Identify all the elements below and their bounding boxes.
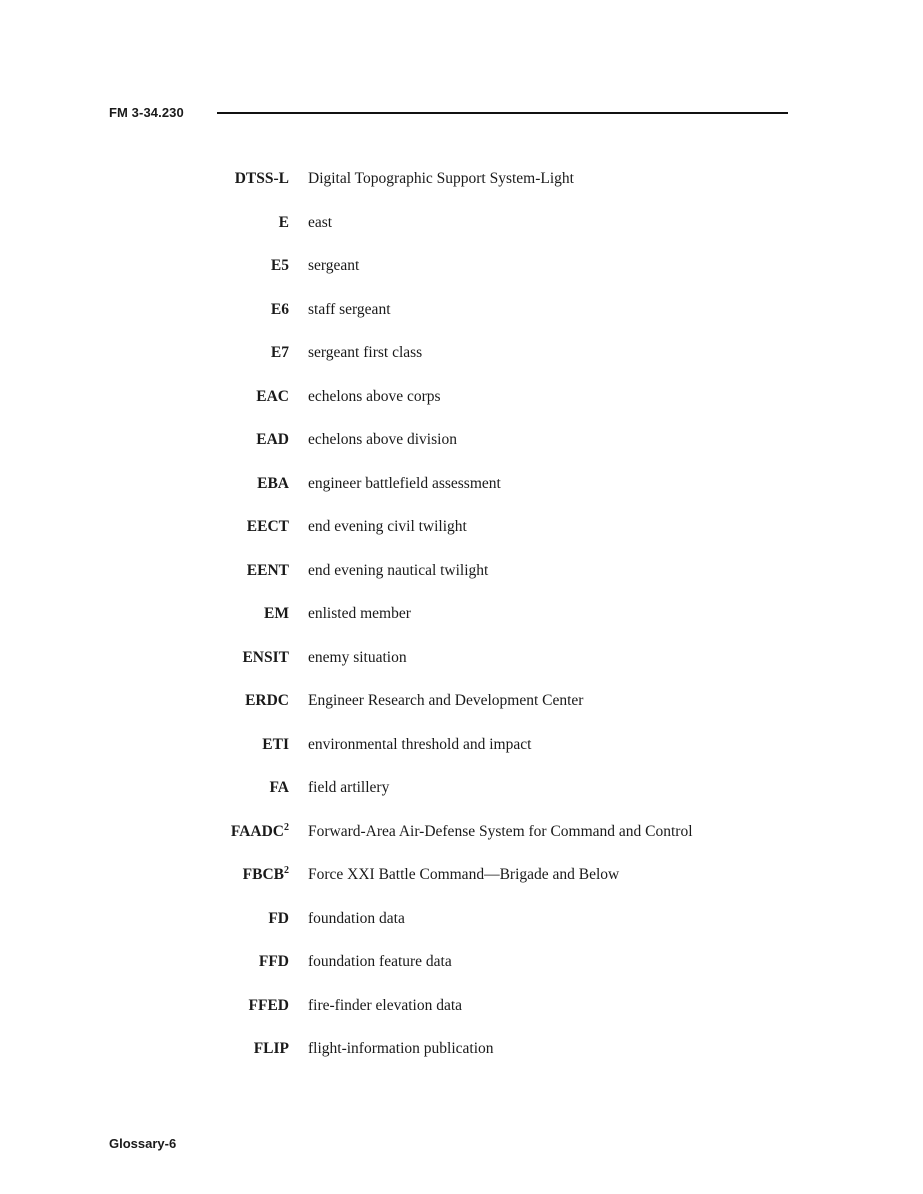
glossary-term [200, 605, 308, 623]
glossary-definition: end evening nautical twilight [308, 561, 489, 579]
glossary-entry [200, 692, 820, 736]
term-text: DTSS-L [234, 170, 289, 187]
glossary-definition: end evening civil twilight [308, 518, 467, 535]
glossary-entry [200, 649, 820, 693]
glossary-definition: east [308, 213, 333, 231]
glossary-definition: foundation feature data [308, 953, 452, 970]
glossary-entry [200, 257, 820, 301]
term-text: FFED [248, 996, 289, 1014]
glossary-term [200, 388, 308, 406]
glossary-definition: Force XXI Battle Command—Brigade and Below [308, 866, 620, 883]
glossary-definition: echelons above division [308, 431, 457, 448]
header-rule [217, 112, 788, 114]
term-text: E6 [270, 300, 289, 318]
glossary-definition: environmental threshold and impact [308, 735, 532, 753]
glossary-definition: fire-finder elevation data [308, 996, 463, 1014]
term-text: FAADC [230, 822, 284, 840]
glossary-term [200, 431, 308, 449]
glossary-entry [200, 1040, 820, 1084]
glossary-term [200, 823, 308, 841]
glossary-term [200, 301, 308, 319]
page-footer: Glossary-6 [109, 1136, 177, 1151]
glossary-term [200, 1040, 308, 1058]
term-text: E [278, 213, 289, 231]
glossary-definition: flight-information publication [308, 1040, 494, 1057]
glossary-entry [200, 736, 820, 780]
glossary-definition: Engineer Research and Development Center [308, 692, 584, 709]
glossary-entry [200, 475, 820, 519]
glossary-term [200, 344, 308, 362]
term-text: FD [268, 909, 289, 927]
glossary-definition: Digital Topographic Support System-Light [308, 170, 574, 187]
glossary-entry [200, 866, 820, 910]
glossary-term [200, 475, 308, 493]
glossary-definition: Forward-Area Air-Defense System for Command and Control [308, 822, 693, 840]
glossary-definition: staff sergeant [308, 300, 391, 318]
glossary-entry [200, 344, 820, 388]
glossary-term [200, 518, 308, 536]
glossary-entry [200, 388, 820, 432]
term-text: EENT [246, 561, 289, 579]
glossary-entry [200, 431, 820, 475]
term-text: FFD [258, 953, 289, 970]
running-header: FM 3-34.230 [109, 105, 184, 120]
glossary-entry [200, 170, 820, 214]
glossary-term [200, 953, 308, 971]
glossary-entry [200, 823, 820, 867]
glossary-entry [200, 605, 820, 649]
glossary-term [200, 214, 308, 232]
glossary-term [200, 997, 308, 1015]
glossary-definition: engineer battlefield assessment [308, 474, 501, 492]
glossary-entry [200, 301, 820, 345]
term-text: EECT [246, 518, 289, 535]
glossary-entry [200, 562, 820, 606]
term-text: ETI [262, 735, 289, 753]
glossary-entry [200, 997, 820, 1041]
term-text: FBCB [242, 866, 284, 883]
term-text: E5 [270, 257, 289, 274]
glossary-definition: field artillery [308, 779, 390, 796]
glossary-term [200, 649, 308, 667]
term-text: ERDC [245, 692, 289, 709]
glossary-definition: foundation data [308, 909, 405, 927]
glossary-definition: enlisted member [308, 605, 411, 622]
glossary-term [200, 736, 308, 754]
glossary-entry [200, 779, 820, 823]
glossary-term [200, 170, 308, 188]
glossary-definition: enemy situation [308, 648, 407, 666]
glossary-entry [200, 518, 820, 562]
term-text: EM [264, 605, 289, 622]
glossary-term [200, 910, 308, 928]
term-text: FA [269, 779, 289, 796]
glossary-term [200, 692, 308, 710]
glossary-term [200, 257, 308, 275]
glossary-term [200, 866, 308, 884]
glossary-entry [200, 953, 820, 997]
glossary-list [200, 170, 820, 1084]
glossary-term [200, 779, 308, 797]
term-text: E7 [270, 344, 289, 361]
glossary-definition: sergeant [308, 257, 360, 274]
glossary-definition: echelons above corps [308, 387, 441, 405]
term-text: EAD [256, 431, 289, 448]
term-text: EBA [257, 474, 289, 492]
glossary-definition: sergeant first class [308, 344, 423, 361]
term-text: FLIP [253, 1040, 289, 1057]
glossary-term [200, 562, 308, 580]
term-text: ENSIT [242, 648, 289, 666]
term-superscript: 2 [284, 865, 289, 876]
glossary-entry [200, 910, 820, 954]
glossary-entry [200, 214, 820, 258]
term-superscript: 2 [284, 821, 289, 833]
term-text: EAC [256, 387, 289, 405]
